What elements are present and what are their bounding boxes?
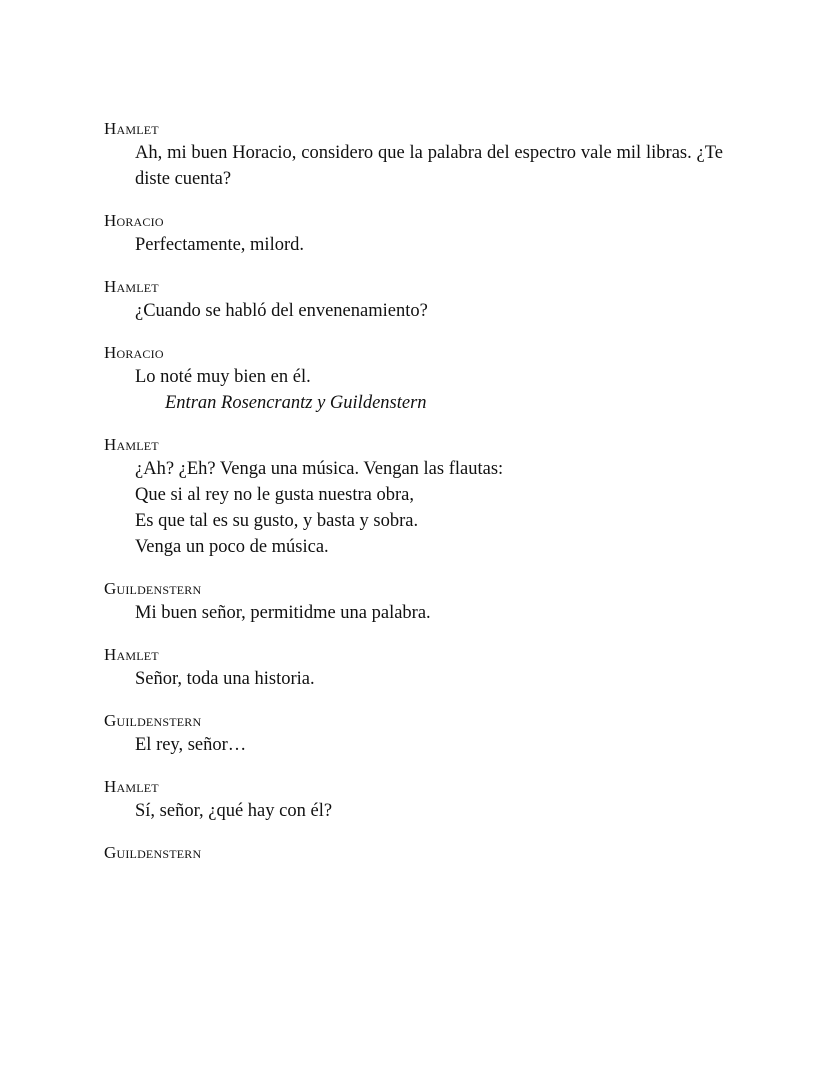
speech-block [104, 118, 828, 192]
speech-line: Lo noté muy bien en él. [135, 367, 311, 387]
speaker-name: Hamlet [104, 277, 159, 296]
speaker-name: Horacio [104, 343, 164, 362]
verse-line: ¿Ah? ¿Eh? Venga una música. Vengan las flautas: [135, 459, 504, 479]
speech-line: Sí, señor, ¿qué hay con él? [135, 801, 333, 821]
speech-block [104, 644, 828, 692]
speech-block [104, 342, 828, 416]
speaker-name: Hamlet [104, 777, 159, 796]
speech-block [104, 434, 828, 560]
speech-line: El rey, señor… [135, 735, 247, 755]
speech-lines [104, 140, 723, 192]
speaker-name: Guildenstern [104, 579, 202, 598]
speech-lines [104, 666, 723, 692]
speaker-name: Hamlet [104, 435, 159, 454]
speaker-name: Horacio [104, 211, 164, 230]
speech-block [104, 276, 828, 324]
stage-direction: Entran Rosencrantz y Guildenstern [165, 393, 427, 413]
speech-block [104, 842, 828, 864]
speech-line: Perfectamente, milord. [135, 235, 305, 255]
speech-line: Señor, toda una historia. [135, 669, 315, 689]
verse-line: Venga un poco de música. [135, 537, 329, 557]
verse-line: Que si al rey no le gusta nuestra obra, [135, 485, 414, 505]
speech-line: ¿Cuando se habló del envenenamiento? [135, 301, 428, 321]
speech-lines [104, 456, 723, 560]
speech-lines [104, 732, 723, 758]
speech-lines [104, 298, 723, 324]
speaker-name: Guildenstern [104, 843, 202, 862]
speech-lines [104, 798, 723, 824]
speaker-name: Hamlet [104, 645, 159, 664]
speech-block [104, 776, 828, 824]
speech-block [104, 210, 828, 258]
speech-lines [104, 364, 723, 416]
speaker-name: Hamlet [104, 119, 159, 138]
speech-block [104, 578, 828, 626]
speech-line: Ah, mi buen Horacio, considero que la palabra del espectro vale mil libras. ¿Te diste cuenta? [135, 143, 723, 189]
speech-line: Mi buen señor, permitidme una palabra. [135, 603, 431, 623]
speech-lines [104, 232, 723, 258]
speech-block [104, 710, 828, 758]
speaker-name: Guildenstern [104, 711, 202, 730]
speech-lines [104, 600, 723, 626]
verse-line: Es que tal es su gusto, y basta y sobra. [135, 511, 419, 531]
